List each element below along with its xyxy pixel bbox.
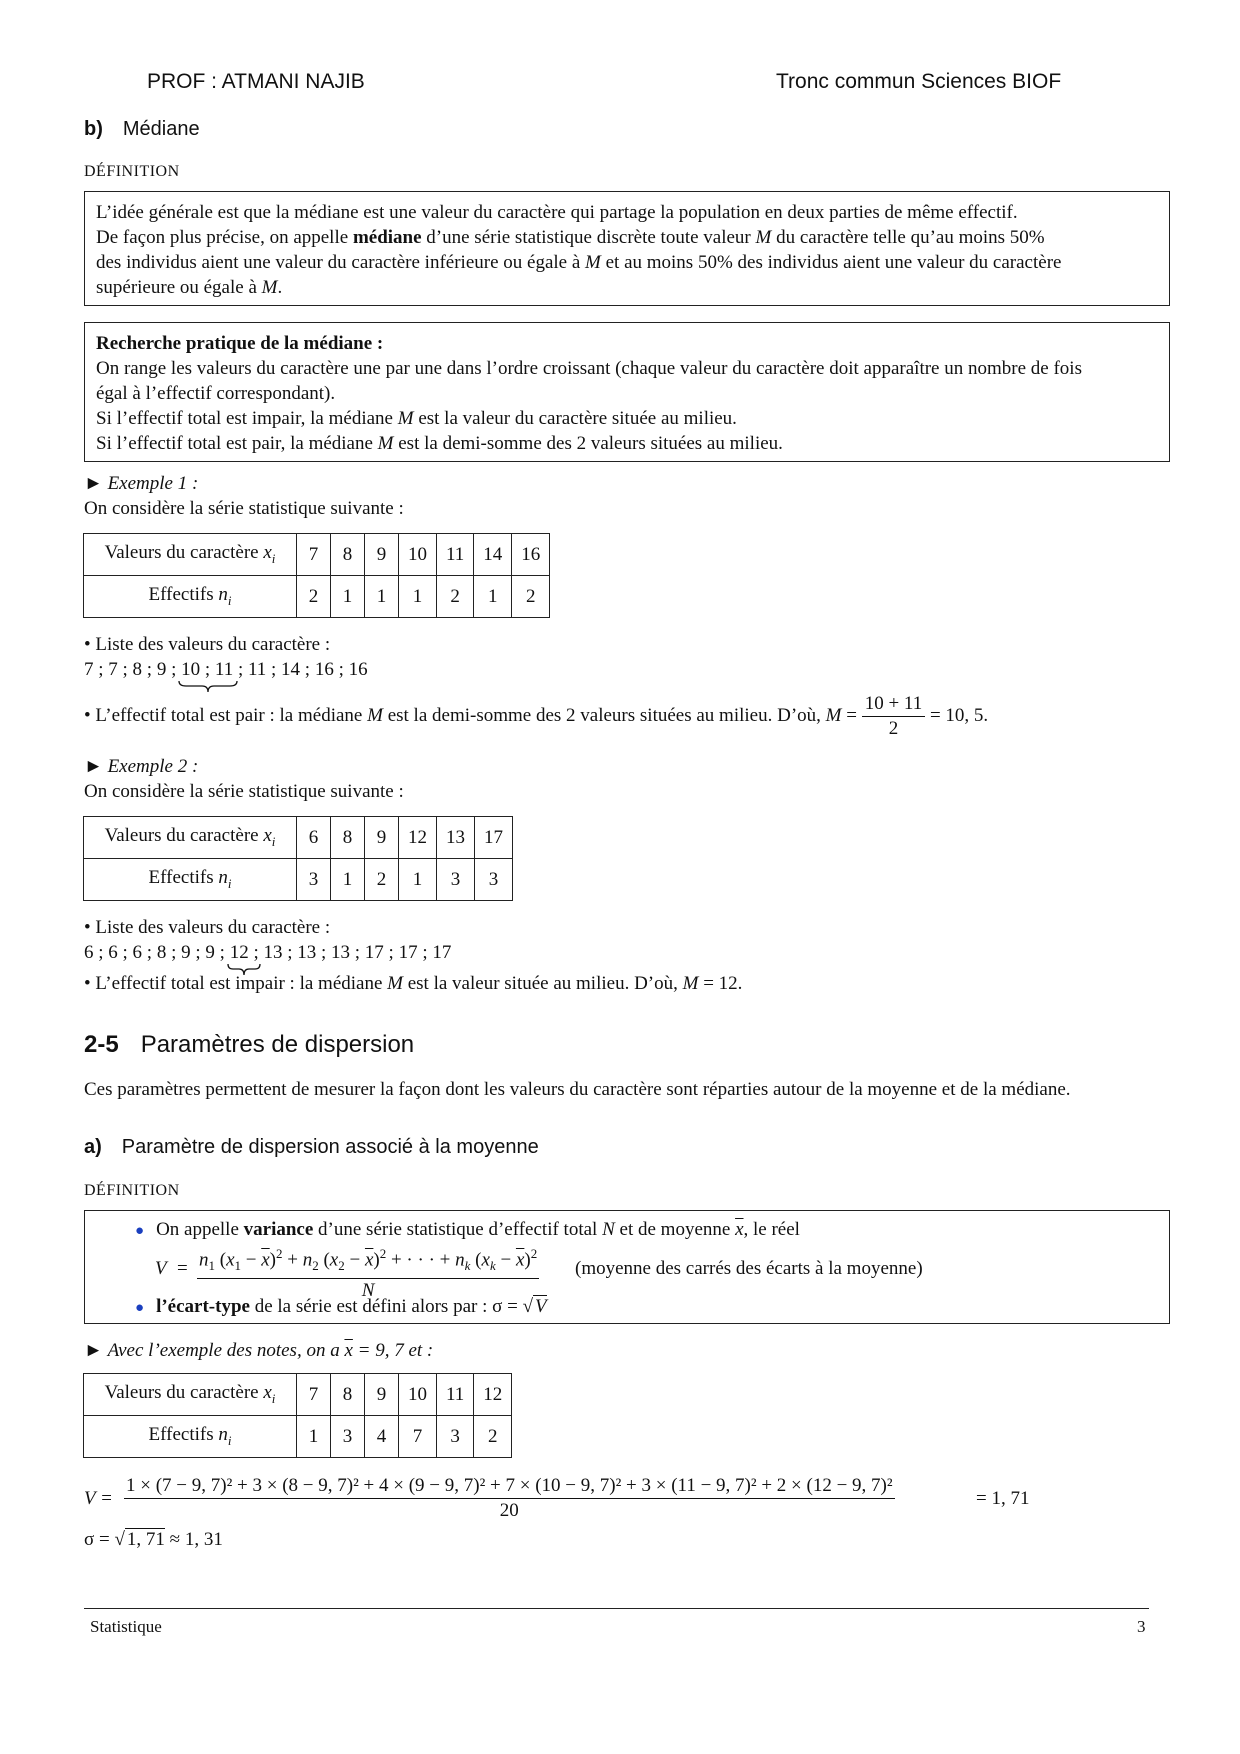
definition-label-1: DÉFINITION (84, 163, 180, 180)
table-cell: 3 (331, 1416, 365, 1458)
table-cell: 1 (331, 859, 365, 901)
table-cell: 16 (512, 534, 550, 576)
table-cell: 8 (331, 1374, 365, 1416)
middle-value-brace: 12 (230, 940, 249, 965)
table-cell: 12 (474, 1374, 512, 1416)
table-cell: 2 (474, 1416, 512, 1458)
table-row (84, 534, 550, 576)
table-cell: 14 (474, 534, 512, 576)
variance-computation-numerator: 1 × (7 − 9, 7)² + 3 × (8 − 9, 7)² + 4 × (9 − 9, 7)² + 7 × (10 − 9, 7)² + 3 × (11 − 9, 7)² + 2 × (12 − 9, 7)² (124, 1474, 895, 1499)
example1-intro: On considère la série statistique suivante : (84, 498, 404, 519)
table-row (84, 1416, 512, 1458)
table-cell: 3 (475, 859, 513, 901)
example1-list: 7 ; 7 ; 8 ; 9 ; 10 ; 11 ; 11 ; 14 ; 16 ; 16 (84, 657, 368, 682)
row-label-values: Valeurs du caractère $x_i$ (84, 534, 297, 576)
table-cell: 9 (365, 1374, 399, 1416)
practical-line4: Si l’effectif total est pair, la médiane M est la demi-somme des 2 valeurs situées au milieu. (96, 433, 783, 454)
table-cell: 1 (474, 576, 512, 618)
table-cell: 2 (512, 576, 550, 618)
definition-label-2: DÉFINITION (84, 1182, 180, 1199)
row-label-values: Valeurs du caractère $x_i$ (84, 1374, 297, 1416)
practical-line3: Si l’effectif total est impair, la médiane M est la valeur du caractère située au milieu. (96, 408, 737, 429)
section-b-heading (84, 118, 200, 141)
section-a-number: a) (84, 1136, 102, 1158)
section-2-5-title: Paramètres de dispersion (140, 1031, 415, 1058)
example2-title: ► Exemple 2 : (84, 756, 199, 777)
page-number: 3 (1137, 1617, 1146, 1636)
variance-numerator: $n_1$ $(x_1 - \overline{x})^2 + n_2$ $(x_2 - \overline{x})^2$ + · · · + $n_k$ $(x_k - \overline{x})^2$ (197, 1242, 539, 1279)
example1-table (83, 533, 550, 618)
header-author: PROF : ATMANI NAJIB (147, 70, 365, 93)
variance-formula: V = $n_1$ $(x_1 - \overline{x})^2 + n_2$ $(x_2 - \overline{x})^2$ + · · · + $n_k$ $(x_k - \overline{x})^2$ N (moyenne des carrés des écarts à la moyenne) (155, 1242, 1169, 1294)
row-label-counts: Effectifs $n_i$ (84, 576, 297, 618)
practical-median-box (84, 322, 1170, 462)
section-2-5-number: 2-5 (84, 1031, 119, 1058)
variance-definition-line: ● On appelle variance d’une série statistique d’effectif total N et de moyenne $\overline{x}$, le réel (135, 1219, 800, 1240)
section-a-title: Paramètre de dispersion associé à la moyenne (121, 1136, 539, 1158)
section-2-5-heading (84, 1031, 414, 1059)
table-cell: 17 (475, 817, 513, 859)
example2-list-label: • Liste des valeurs du caractère : (84, 917, 331, 938)
table-cell: 3 (297, 859, 331, 901)
variance-comment: (moyenne des carrés des écarts à la moyenne) (575, 1258, 923, 1279)
table-cell: 1 (365, 576, 399, 618)
example2-table (83, 816, 513, 901)
practical-line2: égal à l’effectif correspondant). (96, 383, 336, 404)
example1-conclusion: • L’effectif total est pair : la médiane M est la demi-somme des 2 valeurs situées au milieu. D’où, M = $\frac{10 + 11}{2}$ = 10, 5. (84, 693, 989, 740)
table-row (84, 817, 513, 859)
table-row (84, 1374, 512, 1416)
bullet-icon: ● (135, 1300, 145, 1316)
table-cell: 7 (399, 1416, 437, 1458)
arrow-icon: ► (84, 473, 103, 494)
definition-box-median (84, 191, 1170, 306)
footer-title: Statistique (90, 1617, 162, 1636)
example3-table (83, 1373, 512, 1458)
header-course: Tronc commun Sciences BIOF (776, 70, 1062, 93)
section-2-5-intro: Ces paramètres permettent de mesurer la façon dont les valeurs du caractère sont réparties autour de la moyenne et de la médiane. (84, 1079, 1071, 1100)
example3-title: ► Avec l’exemple des notes, on a $\overline{x} = 9$, 7 et : (84, 1340, 434, 1361)
table-cell: 9 (365, 817, 399, 859)
table-cell: 6 (297, 817, 331, 859)
section-b-number: b) (84, 118, 103, 140)
def1-line2: De façon plus précise, on appelle médiane d’une série statistique discrète toute valeur M du caractère telle qu’au moins 50% (96, 227, 1045, 248)
example1-title: ► Exemple 1 : (84, 473, 199, 494)
middle-values-brace: 10 ; 11 (181, 657, 233, 682)
table-cell: 1 (399, 859, 437, 901)
table-cell: 12 (399, 817, 437, 859)
variance-result: = 1, 71 (976, 1488, 1030, 1509)
example2-intro: On considère la série statistique suivante : (84, 781, 404, 802)
table-cell: 10 (399, 534, 437, 576)
section-a-heading (84, 1136, 539, 1159)
table-row (84, 576, 550, 618)
table-cell: 2 (437, 576, 474, 618)
std-dev-computation: σ = √ 1, 71 ≈ 1, 31 (84, 1529, 223, 1550)
table-cell: 2 (297, 576, 331, 618)
example1-list-label: • Liste des valeurs du caractère : (84, 634, 331, 655)
row-label-counts: Effectifs $n_i$ (84, 859, 297, 901)
table-cell: 8 (331, 534, 365, 576)
table-cell: 9 (365, 534, 399, 576)
table-cell: 3 (437, 859, 475, 901)
def1-line1: L’idée générale est que la médiane est une valeur du caractère qui partage la population en deux parties de même effectif. (96, 202, 1018, 223)
section-b-title: Médiane (122, 118, 200, 140)
example2-list: 6 ; 6 ; 6 ; 8 ; 9 ; 9 ; 12 ; 13 ; 13 ; 13 ; 17 ; 17 ; 17 (84, 940, 451, 965)
example2-conclusion: • L’effectif total est impair : la médiane M est la valeur située au milieu. D’où, M = 12. (84, 973, 743, 994)
variance-computation-denominator: 20 (499, 1500, 519, 1521)
table-cell: 7 (297, 1374, 331, 1416)
def1-line4: supérieure ou égale à M. (96, 277, 283, 298)
arrow-icon: ► (84, 756, 103, 777)
table-cell: 11 (437, 1374, 474, 1416)
variance-computation-fraction (124, 1474, 895, 1523)
table-cell: 8 (331, 817, 365, 859)
row-label-values: Valeurs du caractère $x_i$ (84, 817, 297, 859)
table-cell: 4 (365, 1416, 399, 1458)
underbrace-icon (178, 679, 238, 693)
table-cell: 13 (437, 817, 475, 859)
footer-rule (84, 1608, 1149, 1609)
std-dev-definition-line: ● l’écart-type de la série est défini alors par : σ = √ V (135, 1296, 547, 1317)
table-cell: 10 (399, 1374, 437, 1416)
practical-line1: On range les valeurs du caractère une par une dans l’ordre croissant (chaque valeur du caractère doit apparaître un nombre de fois (96, 358, 1082, 379)
table-cell: 2 (365, 859, 399, 901)
def1-line3: des individus aient une valeur du caractère inférieure ou égale à M et au moins 50% des individus aient une valeur du caractère (96, 252, 1062, 273)
row-label-counts: Effectifs $n_i$ (84, 1416, 297, 1458)
table-cell: 1 (297, 1416, 331, 1458)
table-cell: 11 (437, 534, 474, 576)
arrow-icon: ► (84, 1340, 103, 1361)
variance-fraction: $n_1$ $(x_1 - \overline{x})^2 + n_2$ $(x_2 - \overline{x})^2$ + · · · + $n_k$ $(x_k - \overline{x})^2$ N (197, 1242, 539, 1303)
variance-computation: V = 1 × (7 − 9, 7)² + 3 × (8 − 9, 7)² + 4 × (9 − 9, 7)² + 7 × (10 − 9, 7)² + 3 × (11 − 9, 7)² + 2 × (12 − 9, 7)² 20 = 1, 71 (84, 1475, 1030, 1521)
table-row (84, 859, 513, 901)
table-cell: 7 (297, 534, 331, 576)
table-cell: 1 (399, 576, 437, 618)
median-fraction: $\frac{10 + 11}{2}$ (862, 692, 926, 741)
table-cell: 1 (331, 576, 365, 618)
practical-title: Recherche pratique de la médiane : (96, 333, 384, 354)
bullet-icon: ● (135, 1223, 145, 1239)
table-cell: 3 (437, 1416, 474, 1458)
definition-box-variance (84, 1210, 1170, 1324)
